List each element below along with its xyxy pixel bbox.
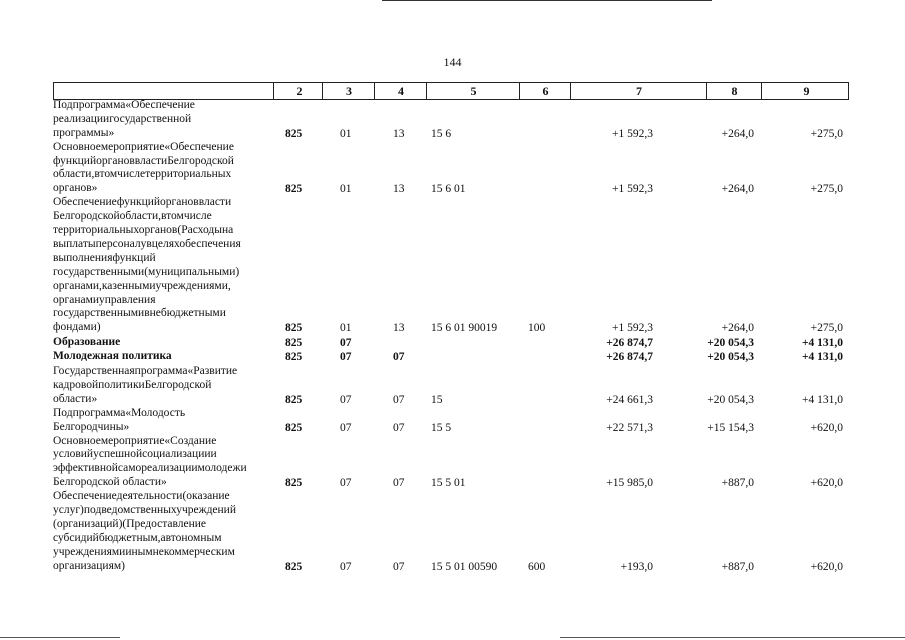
cell-subsection: 13 bbox=[393, 183, 405, 196]
cell-target-article: 15 5 bbox=[431, 421, 452, 434]
cell-ministry: 825 bbox=[285, 337, 303, 350]
bottom-rule-right bbox=[560, 637, 905, 638]
cell-amount-7: +1 592,3 bbox=[612, 183, 653, 196]
description-line: услуг)подведомственныхучреждений bbox=[53, 504, 236, 517]
description-line: (организаций)(Предоставление bbox=[53, 517, 207, 530]
cell-amount-8: +264,0 bbox=[721, 322, 754, 335]
cell-ministry: 825 bbox=[285, 477, 303, 490]
cell-subsection: 07 bbox=[393, 421, 405, 434]
cell-section: 07 bbox=[340, 560, 352, 573]
cell-amount-9: +4 131,0 bbox=[801, 337, 843, 350]
table-row bbox=[53, 99, 849, 141]
cell-section: 07 bbox=[340, 351, 352, 364]
cell-amount-9: +620,0 bbox=[810, 560, 843, 573]
header-col-4: 4 bbox=[374, 83, 427, 99]
description-line: выплатыперсоналувцеляхобеспечения bbox=[53, 237, 241, 250]
description-line: выполненияфункций bbox=[53, 251, 156, 264]
cell-ministry: 825 bbox=[285, 322, 303, 335]
cell-amount-9: +275,0 bbox=[810, 183, 843, 196]
table-row bbox=[53, 435, 849, 491]
cell-target-article: 15 5 01 bbox=[431, 477, 466, 490]
table-header bbox=[53, 82, 849, 100]
cell-ministry: 825 bbox=[285, 393, 303, 406]
top-rule bbox=[382, 0, 712, 1]
description-line: государственными(муниципальными) bbox=[53, 265, 240, 278]
header-col-5: 5 bbox=[426, 83, 520, 99]
description-line: Белгородчины» bbox=[53, 420, 130, 433]
description-line: функцийоргановвластиБелгородской bbox=[53, 154, 234, 167]
cell-amount-7: +1 592,3 bbox=[612, 322, 653, 335]
cell-amount-8: +264,0 bbox=[721, 127, 754, 140]
description-line: Обеспечениефункцийоргановвласти bbox=[53, 196, 232, 209]
header-col-9: 9 bbox=[761, 83, 851, 99]
cell-ministry: 825 bbox=[285, 560, 303, 573]
header-col-1 bbox=[54, 83, 273, 99]
description-line: Подпрограмма«Обеспечение bbox=[53, 99, 195, 111]
cell-amount-7: +193,0 bbox=[620, 560, 653, 573]
description-line: области,втомчислетерриториальных bbox=[53, 168, 232, 181]
row-description bbox=[53, 99, 265, 141]
row-description bbox=[53, 490, 265, 573]
description-line: Подпрограмма«Молодость bbox=[53, 406, 186, 419]
cell-section: 01 bbox=[340, 183, 352, 196]
description-line: Основноемероприятие«Создание bbox=[53, 434, 217, 447]
row-description bbox=[53, 350, 265, 364]
cell-amount-9: +620,0 bbox=[810, 421, 843, 434]
description-line: субсидийбюджетным,автономным bbox=[53, 531, 222, 544]
header-col-6: 6 bbox=[519, 83, 571, 99]
cell-amount-7: +1 592,3 bbox=[612, 127, 653, 140]
cell-amount-9: +620,0 bbox=[810, 477, 843, 490]
cell-amount-8: +887,0 bbox=[721, 477, 754, 490]
table-row bbox=[53, 196, 849, 335]
header-col-3: 3 bbox=[322, 83, 375, 99]
cell-amount-8: +20 054,3 bbox=[707, 351, 754, 364]
row-description bbox=[53, 196, 265, 335]
cell-section: 01 bbox=[340, 127, 352, 140]
cell-section: 01 bbox=[340, 322, 352, 335]
cell-section: 07 bbox=[340, 477, 352, 490]
description-line: эффективнойсамореализациимолодежи bbox=[53, 462, 247, 475]
budget-table bbox=[53, 82, 849, 573]
cell-amount-7: +24 661,3 bbox=[606, 393, 653, 406]
cell-amount-7: +15 985,0 bbox=[606, 477, 653, 490]
header-col-2: 2 bbox=[273, 83, 325, 99]
cell-subsection: 13 bbox=[393, 322, 405, 335]
description-line: области» bbox=[53, 392, 98, 405]
cell-section: 07 bbox=[340, 337, 352, 350]
cell-amount-8: +20 054,3 bbox=[707, 393, 754, 406]
description-line: условийуспешнойсоциализациии bbox=[53, 448, 217, 461]
cell-amount-9: +4 131,0 bbox=[802, 393, 843, 406]
cell-subsection: 07 bbox=[393, 560, 405, 573]
cell-amount-7: +26 874,7 bbox=[606, 337, 653, 350]
description-line: органами,казеннымиучреждениями, bbox=[53, 279, 231, 292]
cell-target-article: 15 bbox=[431, 393, 443, 406]
description-line: реализациигосударственной bbox=[53, 112, 192, 125]
header-col-7: 7 bbox=[570, 83, 707, 99]
cell-target-article: 15 6 01 bbox=[431, 183, 466, 196]
cell-section: 07 bbox=[340, 421, 352, 434]
cell-amount-7: +22 571,3 bbox=[606, 421, 653, 434]
cell-target-article: 15 6 bbox=[431, 127, 452, 140]
cell-subsection: 07 bbox=[393, 393, 405, 406]
cell-amount-9: +275,0 bbox=[810, 322, 843, 335]
description-line: государственнымивнебюджетными bbox=[53, 307, 226, 320]
table-row bbox=[53, 336, 849, 350]
table-row bbox=[53, 407, 849, 435]
row-description bbox=[53, 365, 265, 407]
table-row bbox=[53, 350, 849, 364]
row-description bbox=[53, 336, 265, 350]
description-line: кадровойполитикиБелгородской bbox=[53, 378, 212, 391]
cell-amount-8: +15 154,3 bbox=[707, 421, 754, 434]
cell-expense-type: 600 bbox=[528, 560, 546, 573]
table-row bbox=[53, 365, 849, 407]
row-description bbox=[53, 141, 265, 197]
description-line: фондами) bbox=[53, 321, 101, 334]
cell-amount-9: +275,0 bbox=[810, 127, 843, 140]
table-row bbox=[53, 490, 849, 573]
description-line: Основноемероприятие«Обеспечение bbox=[53, 140, 234, 153]
description-line: Образование bbox=[53, 336, 121, 349]
cell-ministry: 825 bbox=[285, 351, 303, 364]
description-line: Молодежная политика bbox=[53, 350, 172, 363]
row-description bbox=[53, 435, 265, 491]
cell-ministry: 825 bbox=[285, 421, 303, 434]
description-line: Белгородской области» bbox=[53, 476, 167, 489]
cell-amount-8: +887,0 bbox=[721, 560, 754, 573]
description-line: органамиуправления bbox=[53, 293, 156, 306]
description-line: территориальныхорганов(Расходына bbox=[53, 224, 234, 237]
cell-amount-8: +264,0 bbox=[721, 183, 754, 196]
cell-target-article: 15 6 01 90019 bbox=[431, 322, 498, 335]
cell-target-article: 15 5 01 00590 bbox=[431, 560, 498, 573]
cell-amount-9: +4 131,0 bbox=[801, 351, 843, 364]
header-col-8: 8 bbox=[706, 83, 762, 99]
cell-ministry: 825 bbox=[285, 183, 303, 196]
table-row bbox=[53, 141, 849, 197]
description-line: Государственнаяпрограмма«Развитие bbox=[53, 365, 238, 378]
description-line: Белгородскойобласти,втомчисле bbox=[53, 210, 212, 223]
cell-amount-7: +26 874,7 bbox=[606, 351, 653, 364]
cell-subsection: 07 bbox=[393, 477, 405, 490]
cell-subsection: 13 bbox=[393, 127, 405, 140]
page-number: 144 bbox=[443, 55, 462, 69]
cell-ministry: 825 bbox=[285, 127, 303, 140]
cell-subsection: 07 bbox=[393, 351, 405, 364]
row-description bbox=[53, 407, 265, 435]
description-line: программы» bbox=[53, 126, 115, 139]
cell-amount-8: +20 054,3 bbox=[707, 337, 754, 350]
description-line: организациям) bbox=[53, 559, 125, 572]
bottom-rule-left bbox=[0, 637, 120, 638]
description-line: Обеспечениедеятельности(оказание bbox=[53, 490, 230, 503]
description-line: учреждениямиинымнекоммерческим bbox=[53, 545, 235, 558]
cell-expense-type: 100 bbox=[528, 322, 546, 335]
description-line: органов» bbox=[53, 182, 98, 195]
cell-section: 07 bbox=[340, 393, 352, 406]
